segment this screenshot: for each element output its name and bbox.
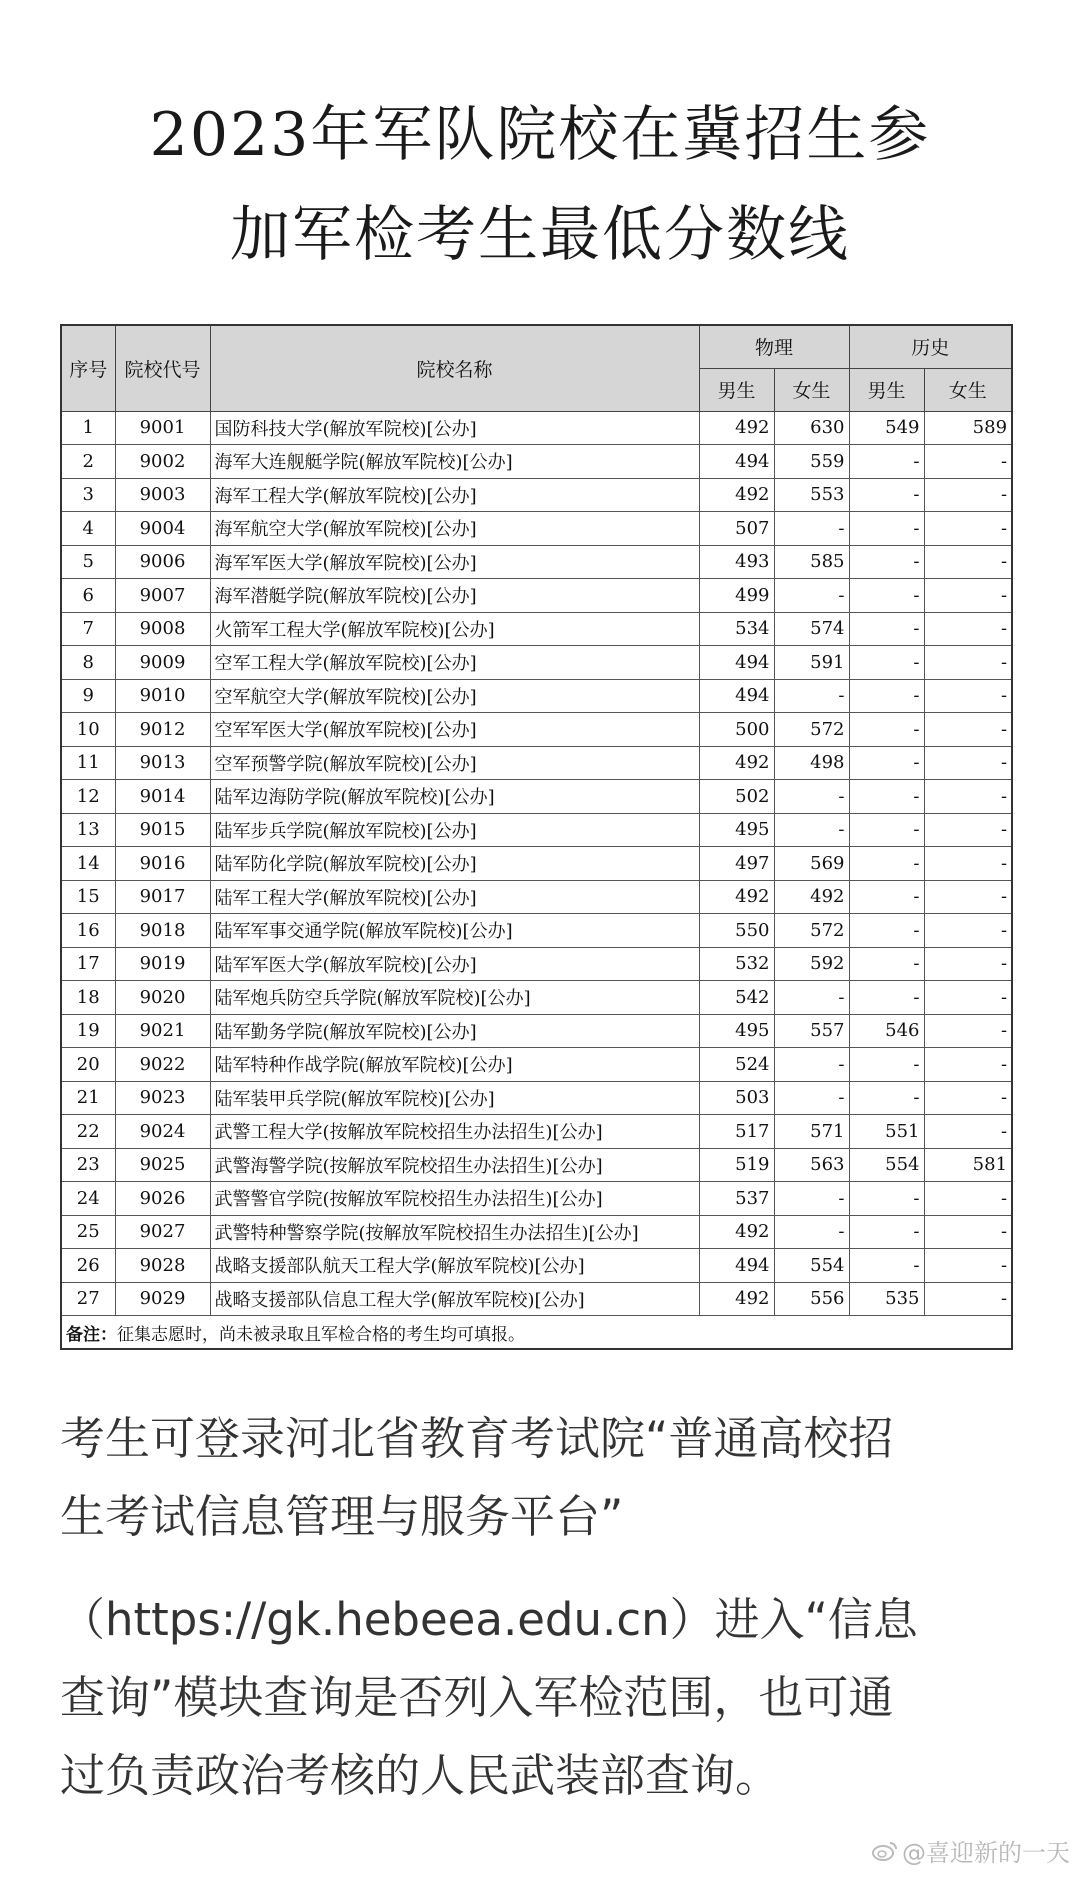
cell-physics-female: 572	[774, 713, 849, 747]
cell-code: 9021	[115, 1014, 210, 1048]
cell-school-name: 武警特种警察学院(按解放军院校招生办法招生)[公办]	[210, 1215, 699, 1249]
cell-index: 9	[61, 679, 115, 713]
cell-history-female: -	[924, 1249, 1012, 1283]
cell-physics-female: 498	[774, 746, 849, 780]
cell-history-female: -	[924, 746, 1012, 780]
cell-physics-male: 494	[699, 679, 774, 713]
cell-history-female: -	[924, 1048, 1012, 1082]
table-row	[61, 512, 1012, 546]
cell-school-name: 空军军医大学(解放军院校)[公办]	[210, 713, 699, 747]
cell-history-female: -	[924, 914, 1012, 948]
table-row	[61, 1182, 1012, 1216]
cell-physics-female: 591	[774, 646, 849, 680]
weibo-icon	[872, 1840, 898, 1862]
cell-history-female: -	[924, 679, 1012, 713]
cell-code: 9018	[115, 914, 210, 948]
cell-school-name: 陆军防化学院(解放军院校)[公办]	[210, 847, 699, 881]
table-row	[61, 880, 1012, 914]
cell-physics-male: 492	[699, 880, 774, 914]
cell-physics-male: 507	[699, 512, 774, 546]
cell-physics-male: 524	[699, 1048, 774, 1082]
cell-school-name: 海军航空大学(解放军院校)[公办]	[210, 512, 699, 546]
cell-history-male: -	[849, 914, 924, 948]
cell-physics-male: 494	[699, 1249, 774, 1283]
cell-physics-female: -	[774, 512, 849, 546]
header-physics-male: 男生	[699, 368, 774, 411]
cell-history-female: -	[924, 612, 1012, 646]
cell-school-name: 武警工程大学(按解放军院校招生办法招生)[公办]	[210, 1115, 699, 1149]
cell-physics-male: 519	[699, 1148, 774, 1182]
cell-physics-female: -	[774, 813, 849, 847]
paragraph-1-line-1: 考生可登录河北省教育考试院“普通高校招	[60, 1412, 894, 1465]
cell-physics-male: 537	[699, 1182, 774, 1216]
cell-history-male: -	[849, 445, 924, 479]
watermark	[872, 1833, 1070, 1868]
header-physics: 物理	[699, 325, 849, 368]
cell-physics-female: 559	[774, 445, 849, 479]
cell-school-name: 陆军工程大学(解放军院校)[公办]	[210, 880, 699, 914]
cell-history-female: -	[924, 947, 1012, 981]
cell-history-male: -	[849, 579, 924, 613]
cell-history-female: 581	[924, 1148, 1012, 1182]
table-row	[61, 478, 1012, 512]
cell-code: 9008	[115, 612, 210, 646]
cell-code: 9026	[115, 1182, 210, 1216]
cell-index: 16	[61, 914, 115, 948]
table-row	[61, 981, 1012, 1015]
table-row	[61, 914, 1012, 948]
cell-physics-male: 494	[699, 445, 774, 479]
cell-history-female: -	[924, 880, 1012, 914]
cell-history-male: 554	[849, 1148, 924, 1182]
cell-school-name: 战略支援部队航天工程大学(解放军院校)[公办]	[210, 1249, 699, 1283]
cell-physics-female: 556	[774, 1282, 849, 1316]
cell-history-male: -	[849, 981, 924, 1015]
cell-physics-female: 571	[774, 1115, 849, 1149]
cell-history-male: 551	[849, 1115, 924, 1149]
cell-school-name: 陆军炮兵防空兵学院(解放军院校)[公办]	[210, 981, 699, 1015]
cell-index: 2	[61, 445, 115, 479]
cell-physics-male: 550	[699, 914, 774, 948]
table-row	[61, 579, 1012, 613]
cell-school-name: 战略支援部队信息工程大学(解放军院校)[公办]	[210, 1282, 699, 1316]
cell-history-female: -	[924, 1115, 1012, 1149]
table-row	[61, 813, 1012, 847]
cell-physics-male: 517	[699, 1115, 774, 1149]
cell-physics-male: 492	[699, 1215, 774, 1249]
cell-history-female: -	[924, 1282, 1012, 1316]
cell-physics-male: 494	[699, 646, 774, 680]
table-row	[61, 545, 1012, 579]
cell-code: 9029	[115, 1282, 210, 1316]
cell-index: 14	[61, 847, 115, 881]
page-title-line-2: 加军检考生最低分数线	[230, 200, 850, 270]
header-physics-female: 女生	[774, 368, 849, 411]
cell-physics-female: 569	[774, 847, 849, 881]
cell-physics-female: 572	[774, 914, 849, 948]
cell-code: 9025	[115, 1148, 210, 1182]
cell-history-male: -	[849, 478, 924, 512]
cell-index: 5	[61, 545, 115, 579]
cell-index: 7	[61, 612, 115, 646]
cell-physics-male: 532	[699, 947, 774, 981]
cell-code: 9023	[115, 1081, 210, 1115]
table-row	[61, 1014, 1012, 1048]
cell-history-female: 589	[924, 411, 1012, 445]
cell-physics-female: 557	[774, 1014, 849, 1048]
score-table-header	[61, 325, 1012, 411]
cell-physics-male: 492	[699, 478, 774, 512]
cell-index: 20	[61, 1048, 115, 1082]
cell-history-female: -	[924, 780, 1012, 814]
cell-code: 9007	[115, 579, 210, 613]
cell-history-female: -	[924, 579, 1012, 613]
cell-code: 9003	[115, 478, 210, 512]
cell-school-name: 武警海警学院(按解放军院校招生办法招生)[公办]	[210, 1148, 699, 1182]
paragraph-1-line-2: 生考试信息管理与服务平台”	[60, 1490, 624, 1543]
cell-history-female: -	[924, 478, 1012, 512]
cell-physics-male: 495	[699, 813, 774, 847]
cell-code: 9001	[115, 411, 210, 445]
cell-school-name: 火箭军工程大学(解放军院校)[公办]	[210, 612, 699, 646]
table-row	[61, 1115, 1012, 1149]
cell-physics-female: 553	[774, 478, 849, 512]
cell-physics-male: 495	[699, 1014, 774, 1048]
cell-history-male: -	[849, 1182, 924, 1216]
cell-code: 9002	[115, 445, 210, 479]
instruction-paragraph-2	[60, 1581, 1020, 1815]
cell-history-male: -	[849, 780, 924, 814]
cell-school-name: 陆军装甲兵学院(解放军院校)[公办]	[210, 1081, 699, 1115]
cell-school-name: 陆军特种作战学院(解放军院校)[公办]	[210, 1048, 699, 1082]
cell-history-male: 546	[849, 1014, 924, 1048]
table-row	[61, 1148, 1012, 1182]
cell-code: 9012	[115, 713, 210, 747]
cell-history-male: 549	[849, 411, 924, 445]
table-row	[61, 713, 1012, 747]
cell-school-name: 空军工程大学(解放军院校)[公办]	[210, 646, 699, 680]
cell-index: 18	[61, 981, 115, 1015]
cell-index: 24	[61, 1182, 115, 1216]
cell-school-name: 陆军勤务学院(解放军院校)[公办]	[210, 1014, 699, 1048]
cell-physics-female: 630	[774, 411, 849, 445]
cell-physics-male: 500	[699, 713, 774, 747]
cell-physics-male: 502	[699, 780, 774, 814]
cell-code: 9020	[115, 981, 210, 1015]
cell-index: 6	[61, 579, 115, 613]
cell-school-name: 海军军医大学(解放军院校)[公办]	[210, 545, 699, 579]
cell-index: 23	[61, 1148, 115, 1182]
cell-history-female: -	[924, 545, 1012, 579]
page-title-line-1: 2023年军队院校在冀招生参	[149, 100, 931, 170]
cell-school-name: 陆军军事交通学院(解放军院校)[公办]	[210, 914, 699, 948]
cell-history-male: -	[849, 880, 924, 914]
header-history-female: 女生	[924, 368, 1012, 411]
cell-physics-female: -	[774, 981, 849, 1015]
cell-school-name: 海军工程大学(解放军院校)[公办]	[210, 478, 699, 512]
cell-history-female: -	[924, 1215, 1012, 1249]
cell-history-female: -	[924, 847, 1012, 881]
cell-physics-male: 492	[699, 1282, 774, 1316]
paragraph-2-line-2: 查询”模块查询是否列入军检范围，也可通	[60, 1671, 894, 1724]
cell-physics-female: 563	[774, 1148, 849, 1182]
table-row	[61, 612, 1012, 646]
cell-school-name: 空军航空大学(解放军院校)[公办]	[210, 679, 699, 713]
cell-index: 17	[61, 947, 115, 981]
cell-history-male: -	[849, 1249, 924, 1283]
cell-physics-female: -	[774, 780, 849, 814]
cell-index: 22	[61, 1115, 115, 1149]
cell-code: 9013	[115, 746, 210, 780]
table-row	[61, 947, 1012, 981]
cell-history-female: -	[924, 813, 1012, 847]
cell-physics-male: 503	[699, 1081, 774, 1115]
table-row	[61, 780, 1012, 814]
cell-history-male: -	[849, 1215, 924, 1249]
table-row	[61, 679, 1012, 713]
cell-school-name: 陆军边海防学院(解放军院校)[公办]	[210, 780, 699, 814]
cell-code: 9019	[115, 947, 210, 981]
cell-history-male: -	[849, 847, 924, 881]
cell-physics-male: 542	[699, 981, 774, 1015]
header-code: 院校代号	[115, 325, 210, 411]
cell-code: 9017	[115, 880, 210, 914]
cell-code: 9015	[115, 813, 210, 847]
cell-index: 3	[61, 478, 115, 512]
cell-school-name: 陆军步兵学院(解放军院校)[公办]	[210, 813, 699, 847]
cell-history-female: -	[924, 646, 1012, 680]
cell-index: 21	[61, 1081, 115, 1115]
cell-index: 27	[61, 1282, 115, 1316]
cell-index: 8	[61, 646, 115, 680]
header-index: 序号	[61, 325, 115, 411]
cell-physics-female: -	[774, 1081, 849, 1115]
score-table	[60, 324, 1013, 1350]
cell-school-name: 陆军军医大学(解放军院校)[公办]	[210, 947, 699, 981]
watermark-text: @喜迎新的一天	[902, 1839, 1070, 1867]
cell-physics-male: 534	[699, 612, 774, 646]
cell-index: 19	[61, 1014, 115, 1048]
cell-history-male: -	[849, 679, 924, 713]
paragraph-2-line-1: （https://gk.hebeea.edu.cn）进入“信息	[60, 1593, 918, 1646]
header-history-male: 男生	[849, 368, 924, 411]
cell-code: 9022	[115, 1048, 210, 1082]
cell-history-male: -	[849, 813, 924, 847]
cell-history-male: -	[849, 545, 924, 579]
cell-code: 9006	[115, 545, 210, 579]
cell-history-male: -	[849, 612, 924, 646]
cell-code: 9016	[115, 847, 210, 881]
cell-history-female: -	[924, 713, 1012, 747]
cell-history-male: -	[849, 746, 924, 780]
cell-code: 9014	[115, 780, 210, 814]
cell-history-female: -	[924, 445, 1012, 479]
cell-history-male: -	[849, 1081, 924, 1115]
cell-history-female: -	[924, 1081, 1012, 1115]
cell-code: 9024	[115, 1115, 210, 1149]
cell-history-female: -	[924, 1014, 1012, 1048]
cell-code: 9004	[115, 512, 210, 546]
cell-history-male: 535	[849, 1282, 924, 1316]
table-row	[61, 746, 1012, 780]
cell-index: 26	[61, 1249, 115, 1283]
cell-school-name: 武警警官学院(按解放军院校招生办法招生)[公办]	[210, 1182, 699, 1216]
table-row	[61, 646, 1012, 680]
cell-physics-male: 497	[699, 847, 774, 881]
cell-history-female: -	[924, 512, 1012, 546]
table-row	[61, 411, 1012, 445]
cell-school-name: 海军大连舰艇学院(解放军院校)[公办]	[210, 445, 699, 479]
cell-school-name: 空军预警学院(解放军院校)[公办]	[210, 746, 699, 780]
cell-index: 25	[61, 1215, 115, 1249]
cell-history-male: -	[849, 1048, 924, 1082]
table-row	[61, 1048, 1012, 1082]
cell-school-name: 国防科技大学(解放军院校)[公办]	[210, 411, 699, 445]
table-note	[61, 1316, 1012, 1350]
table-row	[61, 1249, 1012, 1283]
cell-physics-female: 492	[774, 880, 849, 914]
cell-index: 1	[61, 411, 115, 445]
table-row	[61, 1081, 1012, 1115]
cell-physics-female: 554	[774, 1249, 849, 1283]
cell-index: 11	[61, 746, 115, 780]
table-row	[61, 1282, 1012, 1316]
cell-index: 15	[61, 880, 115, 914]
page-title	[0, 85, 1080, 285]
paragraph-2-line-3: 过负责政治考核的人民武装部查询。	[60, 1749, 781, 1802]
cell-history-male: -	[849, 713, 924, 747]
cell-index: 4	[61, 512, 115, 546]
cell-physics-female: -	[774, 1215, 849, 1249]
cell-physics-female: -	[774, 579, 849, 613]
cell-physics-male: 493	[699, 545, 774, 579]
cell-physics-female: -	[774, 1182, 849, 1216]
header-history: 历史	[849, 325, 1012, 368]
instruction-paragraph-1	[60, 1400, 1020, 1556]
cell-index: 10	[61, 713, 115, 747]
cell-code: 9027	[115, 1215, 210, 1249]
cell-physics-female: -	[774, 1048, 849, 1082]
cell-history-male: -	[849, 947, 924, 981]
cell-physics-female: 574	[774, 612, 849, 646]
cell-physics-male: 492	[699, 746, 774, 780]
cell-school-name: 海军潜艇学院(解放军院校)[公办]	[210, 579, 699, 613]
cell-code: 9009	[115, 646, 210, 680]
table-note-label: 备注：	[66, 1324, 117, 1345]
cell-physics-male: 492	[699, 411, 774, 445]
cell-physics-female: 585	[774, 545, 849, 579]
cell-history-male: -	[849, 646, 924, 680]
cell-index: 13	[61, 813, 115, 847]
cell-history-male: -	[849, 512, 924, 546]
table-row	[61, 1215, 1012, 1249]
score-table-body	[61, 411, 1012, 1316]
cell-code: 9028	[115, 1249, 210, 1283]
cell-physics-male: 499	[699, 579, 774, 613]
cell-history-female: -	[924, 1182, 1012, 1216]
header-name: 院校名称	[210, 325, 699, 411]
cell-code: 9010	[115, 679, 210, 713]
cell-index: 12	[61, 780, 115, 814]
cell-history-female: -	[924, 981, 1012, 1015]
table-row	[61, 847, 1012, 881]
cell-physics-female: -	[774, 679, 849, 713]
table-row	[61, 445, 1012, 479]
cell-physics-female: 592	[774, 947, 849, 981]
table-note-text: 征集志愿时，尚未被录取且军检合格的考生均可填报。	[117, 1324, 525, 1345]
